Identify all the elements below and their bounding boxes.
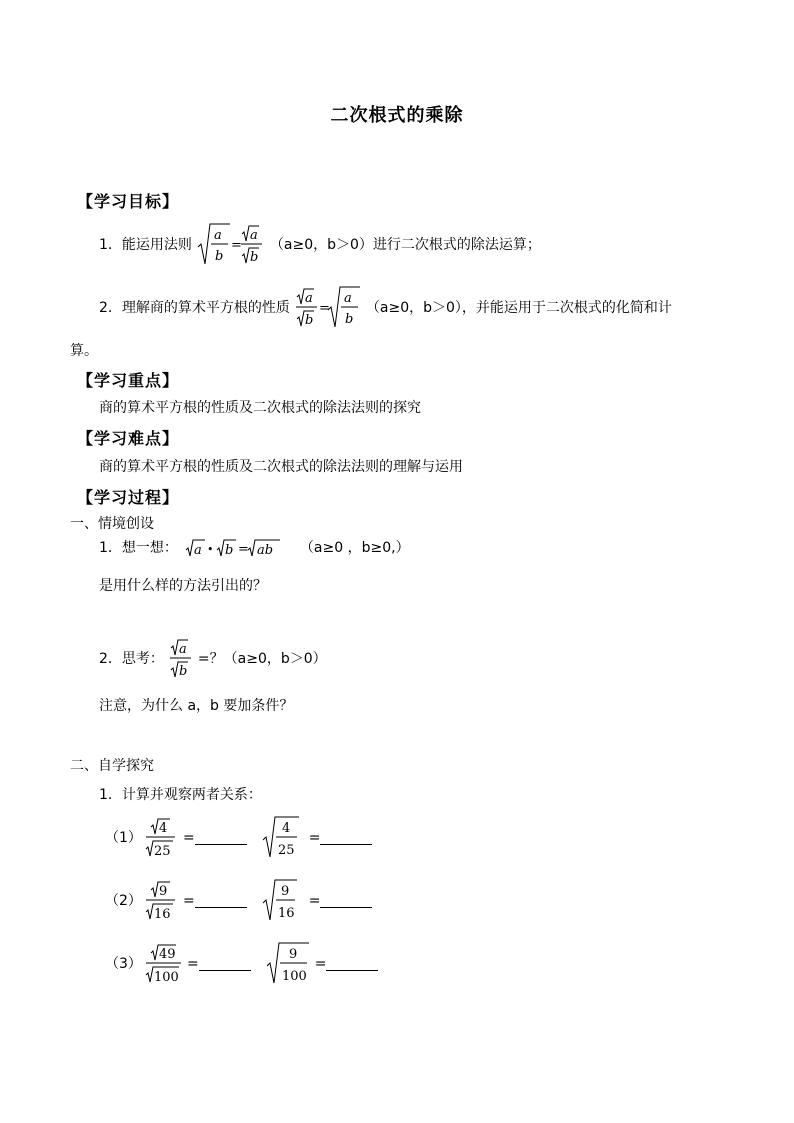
- part1-q2: [99, 636, 327, 682]
- goal-item-1-prefix: 1．能运用法则: [99, 237, 192, 253]
- exercise-row-1: [105, 815, 372, 861]
- section-key: 【学习重点】: [77, 371, 180, 390]
- exercise-quotient-of-roots: [143, 878, 183, 924]
- section-difficult: 【学习难点】: [77, 429, 180, 448]
- answer-blank[interactable]: [199, 958, 251, 971]
- exercise-numerator: 9: [159, 884, 168, 899]
- formula-a: a: [178, 642, 187, 657]
- answer-blank[interactable]: [195, 895, 247, 908]
- difficult-text: 商的算术平方根的性质及二次根式的除法法则的理解与运用: [99, 459, 463, 475]
- exercise-denominator: 100: [281, 969, 307, 984]
- goal-item-2-condition: （a≥0，b＞0），并能运用于二次根式的化简和计: [365, 300, 672, 316]
- formula-a2: a: [249, 228, 258, 243]
- exercise-root-of-quotient: [261, 815, 309, 861]
- answer-blank[interactable]: [320, 832, 372, 845]
- exercise-eq: =: [308, 893, 321, 909]
- exercise-label: （3）: [105, 956, 142, 972]
- part1-q1: [99, 536, 410, 560]
- part1-q1-text: 是用什么样的方法引出的？: [99, 578, 267, 594]
- section-goal: 【学习目标】: [77, 192, 180, 211]
- formula-b2: b: [344, 312, 354, 327]
- product-rule-formula: [184, 536, 284, 560]
- exercise-numerator: 49: [159, 947, 176, 962]
- answer-blank[interactable]: [326, 958, 378, 971]
- formula-a2: a: [343, 291, 352, 306]
- answer-blank[interactable]: [320, 895, 372, 908]
- exercise-label: （1）: [105, 830, 142, 846]
- exercise-root-of-quotient: [261, 878, 309, 924]
- goal-item-2-prefix: 2．理解商的算术平方根的性质: [99, 300, 290, 316]
- exercise-numerator: 9: [280, 884, 290, 899]
- exercise-denominator: 25: [277, 843, 295, 858]
- exercise-eq: =: [187, 956, 199, 972]
- goal-item-1: [99, 222, 541, 268]
- section-process: 【学习过程】: [77, 488, 180, 507]
- key-text: 商的算术平方根的性质及二次根式的除法法则的探究: [99, 400, 421, 416]
- formula-b2: b: [249, 250, 259, 265]
- formula-a: a: [304, 291, 313, 306]
- part1-q2-note: 注意，为什么 a，b 要加条件？: [99, 698, 294, 714]
- page-title: 二次根式的乘除: [330, 105, 464, 126]
- formula-eq: =: [230, 238, 242, 253]
- part1-q1-prefix: 1．想一想：: [99, 540, 178, 556]
- part2-heading: 二、自学探究: [70, 758, 154, 774]
- formula-dot: •: [206, 543, 214, 556]
- part1-q1-condition: （a≥0 ，b≥0,）: [299, 540, 410, 556]
- part1-q2-prefix: 2．思考：: [99, 651, 164, 667]
- formula-b: b: [214, 249, 224, 264]
- exercise-root-of-quotient: [265, 941, 315, 987]
- exercise-numerator: 9: [288, 947, 298, 962]
- part2-q1: 1．计算并观察两者关系：: [99, 787, 262, 803]
- exercise-denominator: 100: [154, 970, 179, 985]
- exercise-numerator: 4: [159, 821, 168, 836]
- exercise-eq: =: [308, 830, 321, 846]
- exercise-quotient-of-roots: [143, 941, 187, 987]
- formula-b: b: [304, 313, 314, 328]
- formula-ab: ab: [256, 543, 273, 558]
- exercise-denominator: 25: [154, 844, 171, 859]
- goal-item-1-condition: （a≥0，b＞0）进行二次根式的除法运算；: [269, 237, 541, 253]
- formula-eq: =: [318, 301, 330, 316]
- formula-a: a: [193, 543, 202, 558]
- part1-q2-condition: =？（a≥0，b＞0）: [197, 651, 327, 667]
- exercise-denominator: 16: [154, 907, 171, 922]
- goal-item-2: [99, 285, 672, 331]
- formula-eq: =: [237, 542, 249, 557]
- exercise-denominator: 16: [277, 906, 295, 921]
- exercise-label: （2）: [105, 893, 142, 909]
- formula-a: a: [213, 228, 222, 243]
- exercise-eq: =: [183, 893, 195, 909]
- exercise-eq: =: [183, 830, 195, 846]
- exercise-row-3: [105, 941, 378, 987]
- quotient-question-formula: [168, 636, 194, 682]
- part1-heading: 一、情境创设: [70, 516, 154, 532]
- goal-item-2-wrap: 算。: [70, 343, 98, 359]
- quotient-root-formula: [294, 285, 362, 331]
- exercise-row-2: [105, 878, 372, 924]
- answer-blank[interactable]: [195, 832, 247, 845]
- exercise-eq: =: [314, 956, 327, 972]
- formula-b: b: [224, 543, 234, 558]
- exercise-numerator: 4: [281, 821, 291, 836]
- division-rule-formula: [196, 222, 266, 268]
- formula-b: b: [178, 664, 188, 679]
- exercise-quotient-of-roots: [143, 815, 183, 861]
